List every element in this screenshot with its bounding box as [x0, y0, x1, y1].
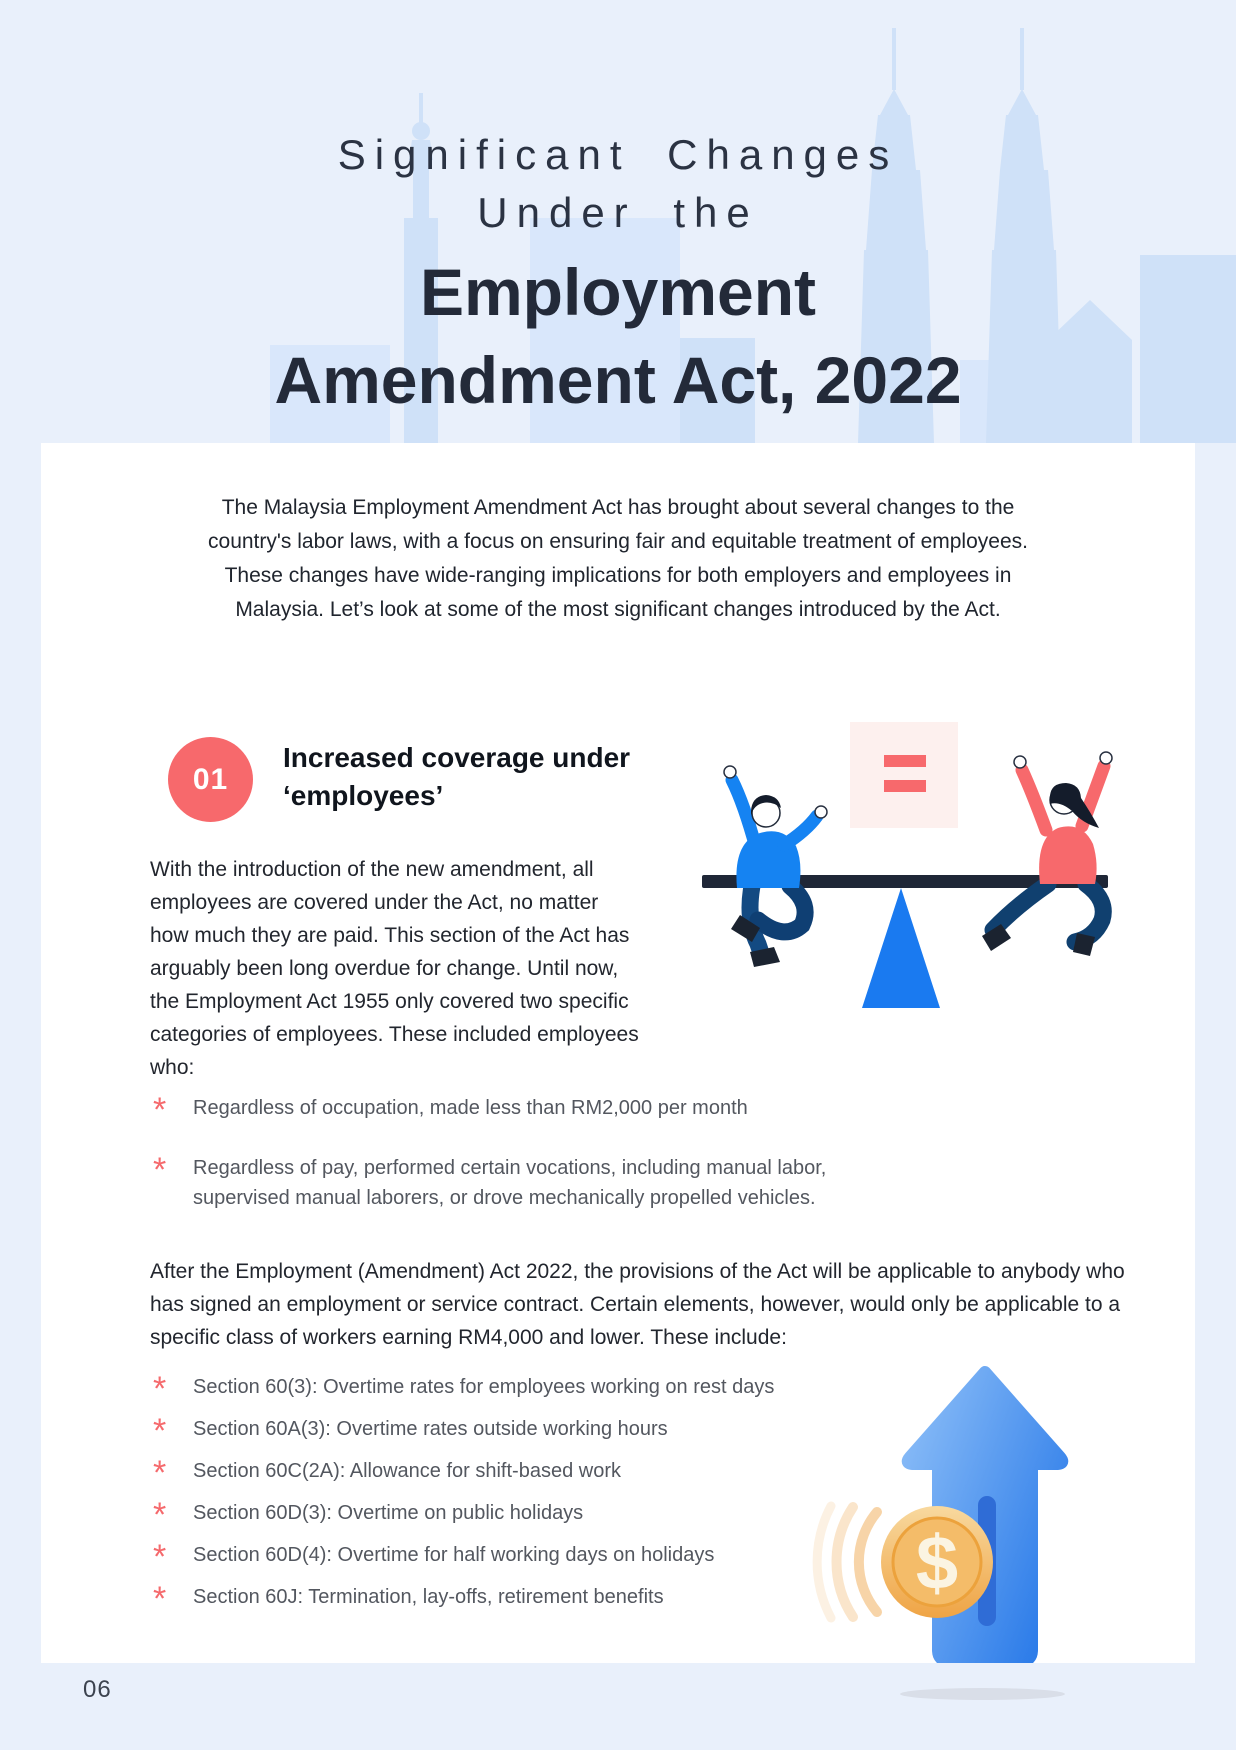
- page-number: 06: [83, 1676, 112, 1703]
- bullet-text: Regardless of occupation, made less than RM2,000 per month: [193, 1097, 748, 1119]
- bullet-item: [153, 1091, 748, 1129]
- list-item-text: Section 60J: Termination, lay-offs, retirement benefits: [193, 1586, 664, 1608]
- list-item-text: Section 60C(2A): Allowance for shift-based work: [193, 1460, 621, 1482]
- list-item: [153, 1538, 774, 1576]
- list-item-text: Section 60A(3): Overtime rates outside working hours: [193, 1418, 668, 1440]
- section-heading-line-1: Increased coverage under: [283, 742, 631, 773]
- person-right-illustration: [982, 752, 1112, 956]
- list-item: [153, 1580, 774, 1618]
- list-item-text: Section 60(3): Overtime rates for employees working on rest days: [193, 1376, 775, 1398]
- list-item: [153, 1370, 775, 1408]
- list-item: [153, 1454, 774, 1492]
- seesaw-fulcrum: [862, 888, 940, 1008]
- title-line-1: Employment: [419, 255, 817, 329]
- equals-icon: [850, 722, 958, 828]
- asterisk-icon: *: [153, 1538, 167, 1576]
- list-item-text: Section 60D(3): Overtime on public holidays: [193, 1502, 584, 1524]
- section-heading-line-2: ‘employees’: [283, 780, 444, 811]
- section-paragraph-2: After the Employment (Amendment) Act 2022, the provisions of the Act will be applicable to anybody who has signed an employment or service contract. Certain elements, however, would only be applicable to a specific class of workers earning RM4,000 and lower. These include:: [150, 1260, 1125, 1349]
- coin-dollar-symbol: $: [915, 1521, 959, 1606]
- content-card: [41, 443, 1195, 1663]
- arrow-shadow: [900, 1688, 1065, 1700]
- asterisk-icon: *: [153, 1412, 167, 1450]
- section-heading: [283, 739, 630, 815]
- section-number-badge: 01: [168, 737, 253, 822]
- wave-arcs-icon: [817, 1506, 877, 1618]
- list-item: [153, 1496, 774, 1534]
- page-title: [0, 248, 1236, 424]
- sections-list: [153, 1370, 775, 1628]
- asterisk-icon: *: [153, 1151, 167, 1189]
- list-item-text: Section 60D(4): Overtime for half working days on holidays: [193, 1544, 715, 1566]
- asterisk-icon: *: [153, 1370, 167, 1408]
- asterisk-icon: *: [153, 1091, 167, 1129]
- bullet-item: [153, 1153, 883, 1213]
- asterisk-icon: *: [153, 1580, 167, 1618]
- wage-growth-illustration: [795, 1205, 1105, 1663]
- person-left-illustration: [724, 766, 827, 967]
- intro-block: [41, 491, 1195, 627]
- intro-paragraph: The Malaysia Employment Amendment Act has brought about several changes to the country's labor laws, with a focus on ensuring fair and equitable treatment of employees. These changes have wide-ranging implications for both employers and employees in Malaysia. Let’s look at some of the most significant changes introduced by the Act.: [208, 496, 1028, 621]
- subtitle-line-1: Significant Changes: [337, 131, 899, 178]
- page-subtitle: [0, 126, 1236, 242]
- asterisk-icon: *: [153, 1496, 167, 1534]
- title-line-2: Amendment Act, 2022: [274, 343, 962, 417]
- asterisk-icon: *: [153, 1454, 167, 1492]
- subtitle-line-2: Under the: [477, 189, 759, 236]
- balance-equality-illustration: [600, 660, 1140, 1020]
- section-paragraph-1: With the introduction of the new amendment, all employees are covered under the Act, no matter how much they are paid. This section of the Act has arguably been long overdue for change. Until now, the Employment Act 1955 only covered two specific categories of employees. These included employees who:: [150, 858, 639, 1079]
- list-item: [153, 1412, 774, 1450]
- bullet-text: Regardless of pay, performed certain vocations, including manual labor, supervised manual laborers, or drove mechanically propelled vehicles.: [193, 1157, 827, 1209]
- dollar-coin-icon: [881, 1506, 993, 1618]
